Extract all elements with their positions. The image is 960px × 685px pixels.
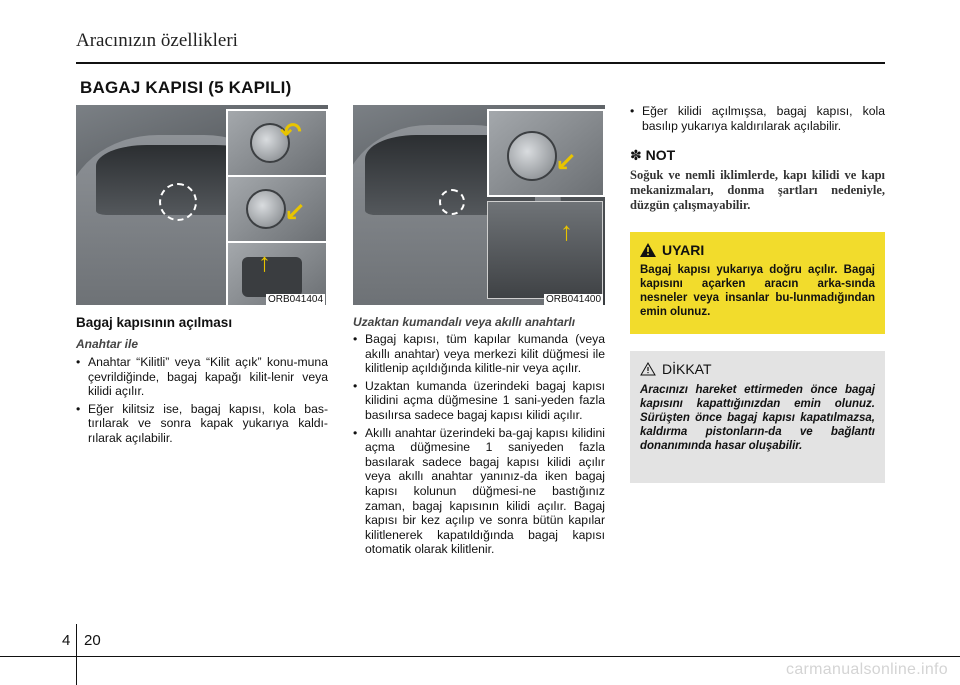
figure-2-open-trunk xyxy=(487,201,603,299)
figure-1-inset-1 xyxy=(226,109,328,177)
press-arrow-icon: ↙ xyxy=(284,197,306,227)
chapter-number: 4 xyxy=(62,632,71,649)
footer-divider-horizontal xyxy=(0,656,960,657)
figure-2-caption: ORB041400 xyxy=(546,294,602,305)
warning-text: Bagaj kapısı yukarıya doğru açılır. Bagaj kapısını açarken aracın arka-sında nesneler veya insanlar bu-lunmadığından emin olunuz. xyxy=(640,264,875,318)
caution-triangle-icon xyxy=(640,362,656,376)
list-item: • Anahtar “Kilitli” veya “Kilit açık” konu-muna çevrildiğinde, bagaj kapağı kilit-lenir veya kilidi açılır. xyxy=(76,355,328,399)
header-title: Aracınızın özellikleri xyxy=(76,30,238,51)
col2-list xyxy=(353,332,605,557)
col1-subheading: Anahtar ile xyxy=(76,337,139,351)
section-title: BAGAJ KAPISI (5 KAPILI) xyxy=(80,78,292,97)
col3-list xyxy=(630,104,885,133)
caution-title: DİKKAT xyxy=(662,361,712,377)
figure-1-inset-2 xyxy=(226,175,328,243)
note-text: Soğuk ve nemli iklimlerde, kapı kilidi ve kapı mekanizmaları, donma şartları nedeniyle, düzgün çalışmayabilir. xyxy=(630,168,885,213)
col2-subheading: Uzaktan kumandalı veya akıllı anahtarlı xyxy=(353,315,576,329)
column-2 xyxy=(353,315,605,560)
list-item: • Uzaktan kumanda üzerindeki bagaj kapısı kilidini açma düğmesine 1 sani-yeden fazla basılırsa sadece bagaj kapısı kilidi açılır. xyxy=(353,379,605,423)
note-heading: ✽ NOT xyxy=(630,147,676,164)
press-arrow-icon: ↙ xyxy=(555,147,577,177)
warning-title: UYARI xyxy=(662,242,705,258)
figure-1 xyxy=(76,105,328,305)
figure-2 xyxy=(353,105,605,305)
handle-highlight xyxy=(439,189,465,215)
page-number: 20 xyxy=(84,632,101,649)
list-item: • Eğer kilitsiz ise, bagaj kapısı, kola bas-tırılarak ve sonra kapak yukarıya kaldı-rılarak açılabilir. xyxy=(76,402,328,446)
lift-arrow-icon: ↑ xyxy=(258,247,271,277)
lift-arrow-icon: ↑ xyxy=(560,216,573,246)
col1-list xyxy=(76,355,328,446)
watermark: carmanualsonline.info xyxy=(786,661,948,678)
column-1 xyxy=(76,315,328,449)
handle-highlight xyxy=(159,183,197,221)
warning-box xyxy=(630,232,885,334)
figure-2-inset-1 xyxy=(487,109,605,197)
list-item: • Bagaj kapısı, tüm kapılar kumanda (veya akıllı anahtar) veya merkezi kilit düğmesi ile kilitlenip açıldığında kilitle-nir veya açılır. xyxy=(353,332,605,376)
list-item: • Akıllı anahtar üzerindeki ba-gaj kapısı kilidini açma düğmesine 1 saniyeden fazla basılarak sadece bagaj kapısı kilidi açılır veya akıllı anahtar yanınız-da iken bagaj kapısı kolunun düğmesi-ne bastığınız zaman, bagaj kapısının kilidi açılır. Bagaj kapısı bir kez açılıp ve sonra bütün kapılar kilitlenerek kapatıldığında bagaj kapısı otomatik olarak kilitlenir. xyxy=(353,426,605,557)
column-3 xyxy=(630,104,885,213)
figure-1-caption: ORB041404 xyxy=(268,294,324,305)
col1-heading: Bagaj kapısının açılması xyxy=(76,315,233,330)
header-rule xyxy=(76,62,885,64)
warning-triangle-icon xyxy=(640,243,656,257)
list-item: • Eğer kilidi açılmışsa, bagaj kapısı, kola basılıp yukarıya kaldırılarak açılabilir. xyxy=(630,104,885,133)
curved-arrow-icon: ↶ xyxy=(280,117,302,147)
footer-divider-vertical xyxy=(76,624,77,685)
caution-box xyxy=(630,351,885,483)
caution-text: Aracınızı hareket ettirmeden önce bagaj kapısını kapattığınızdan emin olunuz. Sürüşten önce bagaj kapısı kapatılmazsa, kaldırma pistonların-da ve bağlantı donanımında hasar oluşabilir. xyxy=(640,384,875,452)
